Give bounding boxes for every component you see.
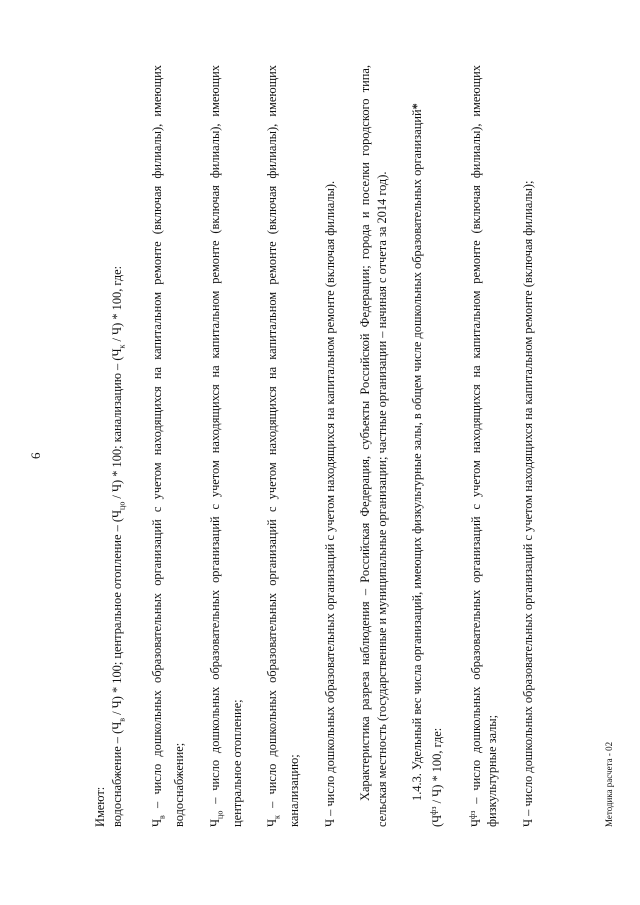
document-body bbox=[92, 65, 536, 827]
intro-label: Имеют: bbox=[93, 786, 107, 827]
section-heading: 1.4.3. Удельный вес числа организаций, имеющих физкультурные залы, в общем числе дошкольных образовательных организаций* bbox=[410, 103, 425, 801]
definition-water: $Ч_в$ – число дошкольных образовательных организаций с учетом находящихся на капитальном ремонте (включая филиалы), имеющих водоснабжение; bbox=[150, 65, 187, 827]
definition-heating: $Ч_{цо}$ – число дошкольных образовательных организаций с учетом находящихся на капитальном ремонте (включая филиалы), имеющих центральное отопление; bbox=[207, 65, 244, 827]
section-formula: $(Ч^{фз} / Ч) * 100$, где: bbox=[428, 727, 444, 827]
definition-sewerage: $Ч_к$ – число дошкольных образовательных организаций с учетом находящихся на капитальном ремонте (включая филиалы), имеющих канализацию; bbox=[265, 65, 302, 827]
definition-gym: $Ч^{фз}$ – число дошкольных образовательных организаций с учетом находящихся на капитальном ремонте (включая филиалы), имеющих физкультурные залы; bbox=[467, 65, 500, 827]
formulas-line: водоснабжение – $(Ч_в / Ч) * 100$; центральное отопление – $(Ч_{цо} / Ч) * 100$; канализацию – $(Ч_к / Ч) * 100$, где: bbox=[109, 265, 126, 827]
definition-total: Ч – число дошкольных образовательных организаций с учетом находящихся на капитальном ремонте (включая филиалы). bbox=[322, 180, 337, 827]
page-number: 6 bbox=[28, 452, 43, 459]
definition-total-2: Ч – число дошкольных образовательных организаций с учетом находящихся на капитальном ремонте (включая филиалы); bbox=[520, 180, 535, 827]
footer-note: Методика расчета - 02 bbox=[604, 741, 614, 827]
breakdown-paragraph: Характеристика разреза наблюдения – Российская Федерация, субъекты Российской Федерации; города и поселки городского типа, сельская местность (государственные и муниципальные организации; частные организации – начиная с отчета за 2014 год). bbox=[358, 65, 389, 827]
